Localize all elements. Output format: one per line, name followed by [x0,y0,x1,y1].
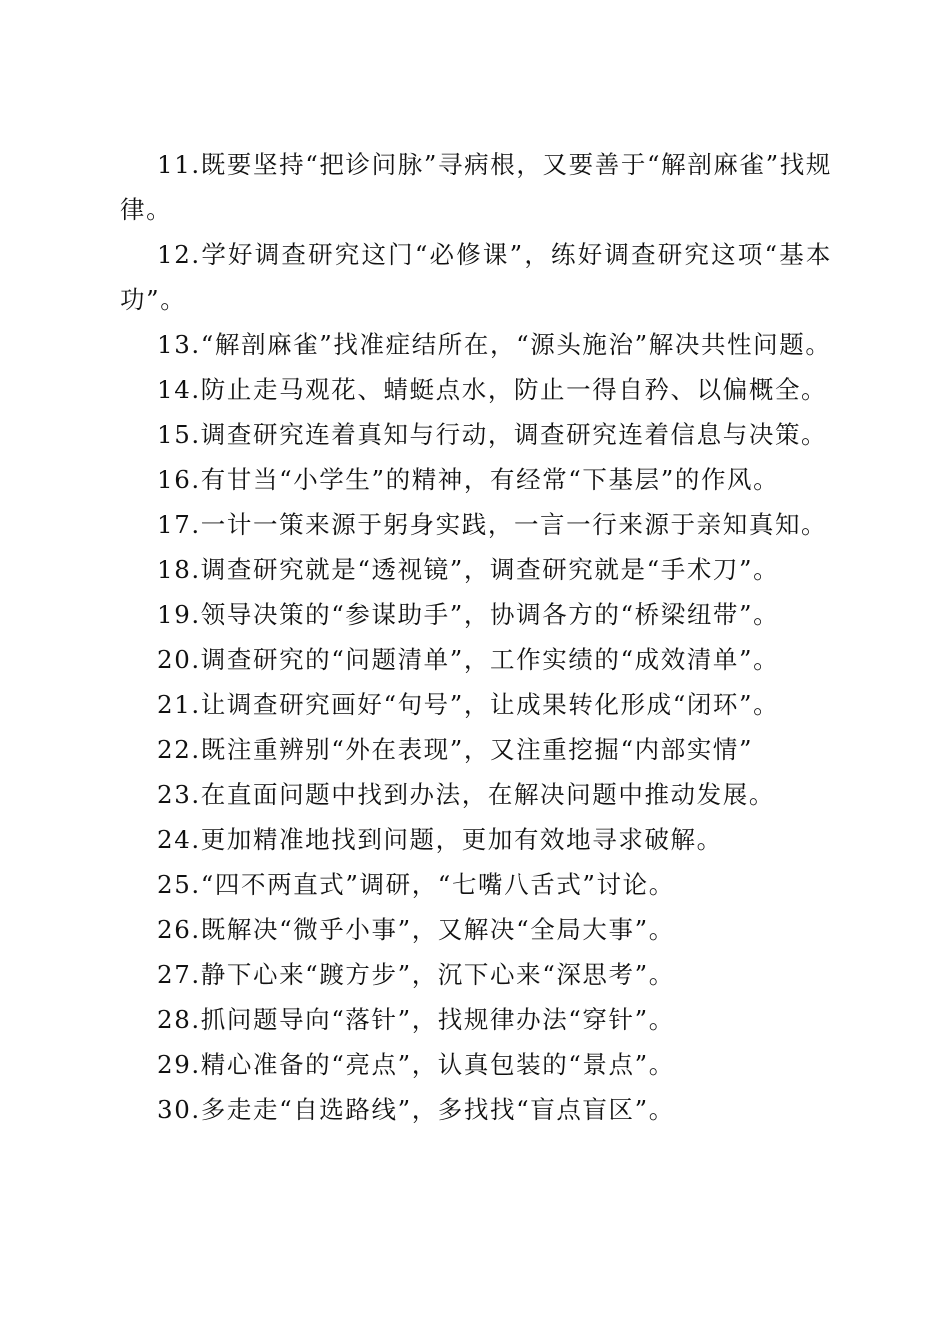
list-item: 14.防止走马观花、蜻蜓点水，防止一得自矜、以偏概全。 [157,375,828,404]
list-item: 25.“四不两直式”调研，“七嘴八舌式”讨论。 [157,870,675,899]
list-item: 12.学好调查研究这门“必修课”，练好调查研究这项“基本功”。 [120,240,832,314]
list-item: 13.“解剖麻雀”找准症结所在，“源头施治”解决共性问题。 [157,330,832,359]
list-item: 30.多走走“自选路线”，多找找“盲点盲区”。 [157,1095,675,1124]
list-item: 20.调查研究的“问题清单”，工作实绩的“成效清单”。 [157,645,780,674]
list-item: 23.在直面问题中找到办法，在解决问题中推动发展。 [157,780,775,809]
list-item: 18.调查研究就是“透视镜”，调查研究就是“手术刀”。 [157,555,780,584]
list-item: 21.让调查研究画好“句号”，让成果转化形成“闭环”。 [157,690,780,719]
list-item: 26.既解决“微乎小事”，又解决“全局大事”。 [157,915,675,944]
document-body [120,142,832,1132]
list-item: 22.既注重辨别“外在表现”，又注重挖掘“内部实情” [157,735,754,764]
list-item: 29.精心准备的“亮点”，认真包装的“景点”。 [157,1050,675,1079]
list-item: 28.抓问题导向“落针”，找规律办法“穿针”。 [157,1005,675,1034]
list-item: 16.有甘当“小学生”的精神，有经常“下基层”的作风。 [157,465,780,494]
list-item: 27.静下心来“踱方步”，沉下心来“深思考”。 [157,960,675,989]
list-item: 19.领导决策的“参谋助手”，协调各方的“桥梁纽带”。 [157,600,780,629]
list-item: 15.调查研究连着真知与行动，调查研究连着信息与决策。 [157,420,828,449]
list-item: 24.更加精准地找到问题，更加有效地寻求破解。 [157,825,723,854]
list-item: 11.既要坚持“把诊问脉”寻病根，又要善于“解剖麻雀”找规律。 [120,150,832,224]
list-item: 17.一计一策来源于躬身实践，一言一行来源于亲知真知。 [157,510,828,539]
